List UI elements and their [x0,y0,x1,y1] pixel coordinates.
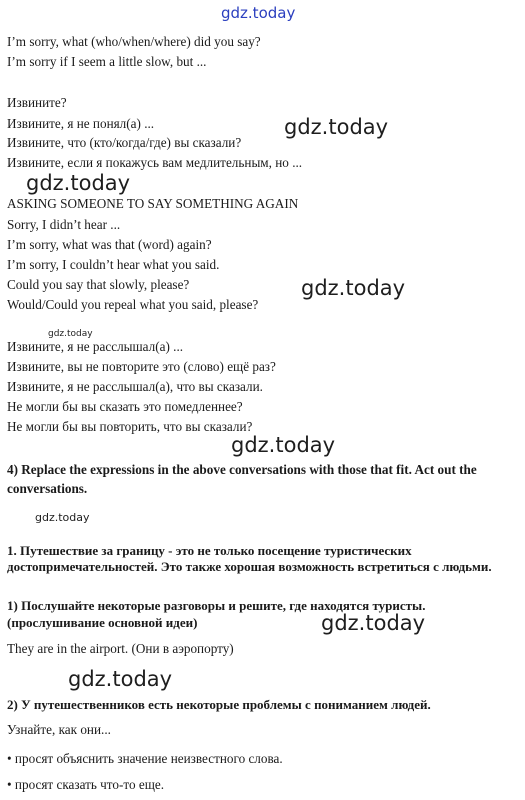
watermark: gdz.today [321,611,426,635]
watermark: gdz.today [68,667,173,691]
phrase-line: Sorry, I didn’t hear ... [7,217,121,232]
phrase-line: Could you say that slowly, please? [7,277,190,292]
phrase-line: I’m sorry, what (who/when/where) did you say? [7,34,261,49]
section-1-intro: 1. Путешествие за границу - это не только посещение туристических достопримечательностей. Это также хорошая возможность встретиться с людьми. [7,543,492,574]
watermark: gdz.today [26,171,131,195]
phrase-line: Извините? [7,95,67,110]
phrase-line: I’m sorry if I seem a little slow, but ... [7,54,207,69]
answer-1: They are in the airport. (Они в аэропорту) [7,641,234,656]
task-1: 1) Послушайте некоторые разговоры и решите, где находятся туристы. (прослушивание основной идеи) [7,598,426,630]
phrase-line: Не могли бы вы сказать это помедленнее? [7,399,243,414]
section-heading: ASKING SOMEONE TO SAY SOMETHING AGAIN [7,196,299,211]
phrase-line: Извините, я не расслышал(а), что вы сказали. [7,379,263,394]
bullet-item: • просят сказать что-то еще. [7,777,165,792]
phrase-line: Извините, вы не повторите это (слово) ещё раз? [7,359,276,374]
watermark: gdz.today [231,433,336,457]
phrase-line: I’m sorry, what was that (word) again? [7,237,212,252]
watermark: gdz.today [35,511,90,524]
phrase-line: Извините, я не расслышал(а) ... [7,339,184,354]
phrase-line: Не могли бы вы повторить, что вы сказали? [7,419,253,434]
task-2: 2) У путешественников есть некоторые проблемы с пониманием людей. [7,697,431,712]
bullet-item: • просят объяснить значение неизвестного слова. [7,751,283,766]
watermark: gdz.today [284,115,389,139]
watermark: gdz.today [301,276,406,300]
phrase-line: I’m sorry, I couldn’t hear what you said. [7,257,220,272]
phrase-line: Извините, что (кто/когда/где) вы сказали? [7,135,242,150]
phrase-line: Would/Could you repeal what you said, please? [7,297,259,312]
task-4: 4) Replace the expressions in the above conversations with those that fit. Act out the conversations. [7,462,477,496]
phrase-line: Извините, я не понял(а) ... [7,116,155,131]
watermark-top: gdz.today [221,4,296,22]
watermark: gdz.today [48,329,93,339]
phrase-line: Извините, если я покажусь вам медлительным, но ... [7,155,303,170]
find-out-line: Узнайте, как они... [7,722,111,737]
